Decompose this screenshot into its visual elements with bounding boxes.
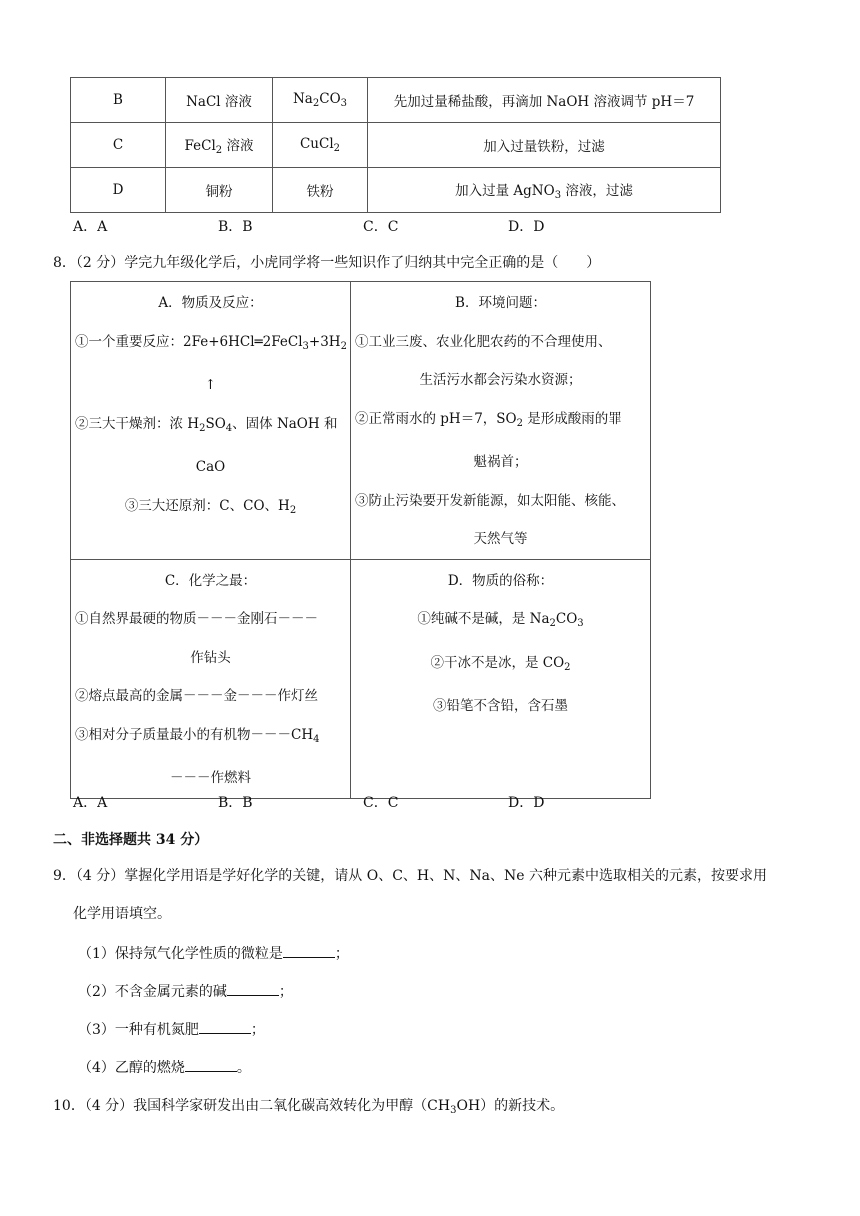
cell-a-line1: ①一个重要反应：$2Fe+6HCl═2FeCl_3+3H_2$ — [75, 333, 347, 352]
option-b: B．B — [218, 219, 253, 235]
table-cell-method: 加入过量 AgNO$_3$ 溶液，过滤 — [368, 168, 721, 213]
cell-b-title: B．环境问题： — [455, 295, 546, 311]
cell-a — [71, 282, 351, 560]
q8-stem: 8．（2 分）学完九年级化学后，小虎同学将一些知识作了归纳其中完全正确的是（ ） — [53, 255, 601, 271]
q7-options — [73, 216, 653, 236]
table-row — [71, 123, 721, 168]
cell-a-line4: CaO — [195, 459, 226, 475]
option-a: A．A — [73, 219, 108, 235]
cell-b-line3: ②正常雨水的 pH＝7，$SO_2$ 是形成酸雨的罪 — [355, 410, 622, 429]
cell-c — [71, 559, 351, 798]
table-cell-label: C — [71, 123, 166, 168]
table-row — [71, 168, 721, 213]
table-cell-impurity: $Na_2CO_3$ — [273, 78, 368, 123]
q9-item: （2）不含金属元素的碱 ； — [78, 981, 293, 1002]
answer-blank[interactable] — [283, 943, 335, 958]
option-d: D．D — [508, 795, 545, 811]
option-d: D．D — [508, 219, 545, 235]
table-cell-method: 加入过量铁粉，过滤 — [368, 123, 721, 168]
cell-d-title: D．物质的俗称： — [447, 572, 554, 589]
table-row — [71, 282, 651, 560]
cell-b-line5: ③防止污染要开发新能源，如太阳能、核能、 — [355, 492, 625, 509]
table-row — [71, 559, 651, 798]
q10-stem: 10．（4 分）我国科学家研发出由二氧化碳高效转化为甲醇$(CH_3OH)$的新技术。 — [53, 1098, 565, 1116]
table-cell-method: 先加过量稀盐酸，再滴加 NaOH 溶液调节 pH＝7 — [368, 78, 721, 123]
cell-b — [351, 282, 651, 560]
cell-c-title: C．化学之最： — [164, 572, 257, 589]
section-heading: 二、非选择题共 34 分） — [53, 832, 209, 848]
table-cell-label: B — [71, 78, 166, 123]
cell-c-line4: ③相对分子质量最小的有机物$---CH_4$ — [75, 726, 320, 745]
option-a: A．A — [73, 795, 108, 811]
cell-c-line1: ①自然界最硬的物质－－－金刚石－－－ — [75, 611, 318, 627]
q9-stem-line2: 化学用语填空。 — [73, 906, 171, 922]
cell-d — [351, 559, 651, 798]
cell-b-line6: 天然气等 — [473, 531, 528, 547]
cell-a-title: A．物质及反应： — [158, 295, 263, 311]
table-row — [71, 78, 721, 123]
cell-d-line2: ②干冰不是冰，是 $CO_2$ — [430, 654, 571, 673]
cell-c-line5: －－－作燃料 — [170, 770, 251, 786]
cell-a-line3: ②三大干燥剂：浓 $H_2SO_4$、固体 NaOH 和 — [75, 415, 338, 434]
cell-d-line3: ③铅笔不含铅，含石墨 — [433, 698, 568, 714]
cell-c-line3: ②熔点最高的金属－－－金－－－作灯丝 — [75, 688, 318, 704]
table-cell-substance: NaCl 溶液 — [166, 78, 273, 123]
q9-stem-line1: 9．（4 分）掌握化学用语是学好化学的关键，请从 O、C、H、N、Na、Ne 六种元素中选取相关的元素，按要求用 — [53, 868, 767, 884]
table-cell-impurity: CuCl$_2$ — [273, 123, 368, 168]
cell-b-line4: 魁祸首； — [473, 454, 528, 470]
option-b: B．B — [218, 795, 253, 811]
answer-blank[interactable] — [185, 1057, 237, 1072]
cell-a-line5: ③三大还原剂：C、CO、$H_2$ — [124, 497, 297, 516]
purification-table — [70, 77, 721, 213]
q8-table — [70, 281, 651, 799]
cell-b-line1: ①工业三废、农业化肥农药的不合理使用、 — [355, 333, 612, 350]
option-c: C．C — [363, 219, 399, 235]
q9-item: （3）一种有机氮肥 ； — [78, 1019, 265, 1040]
table-cell-substance: FeCl$_2$ 溶液 — [166, 123, 273, 168]
cell-c-line2: 作钻头 — [190, 649, 231, 666]
cell-b-line2: 生活污水都会污染水资源； — [419, 372, 582, 388]
q9-item: （4）乙醇的燃烧 。 — [78, 1057, 251, 1078]
answer-blank[interactable] — [227, 981, 279, 996]
answer-blank[interactable] — [199, 1019, 251, 1034]
q9-item: （1）保持氖气化学性质的微粒是 ； — [78, 943, 349, 964]
cell-a-line2: ↑ — [204, 377, 217, 393]
option-c: C．C — [363, 795, 399, 811]
table-cell-impurity: 铁粉 — [273, 168, 368, 213]
cell-d-line1: ①纯碱不是碱，是 $Na_2CO_3$ — [417, 611, 584, 629]
table-cell-label: D — [71, 168, 166, 213]
table-cell-substance: 铜粉 — [166, 168, 273, 213]
q8-options — [73, 792, 653, 812]
